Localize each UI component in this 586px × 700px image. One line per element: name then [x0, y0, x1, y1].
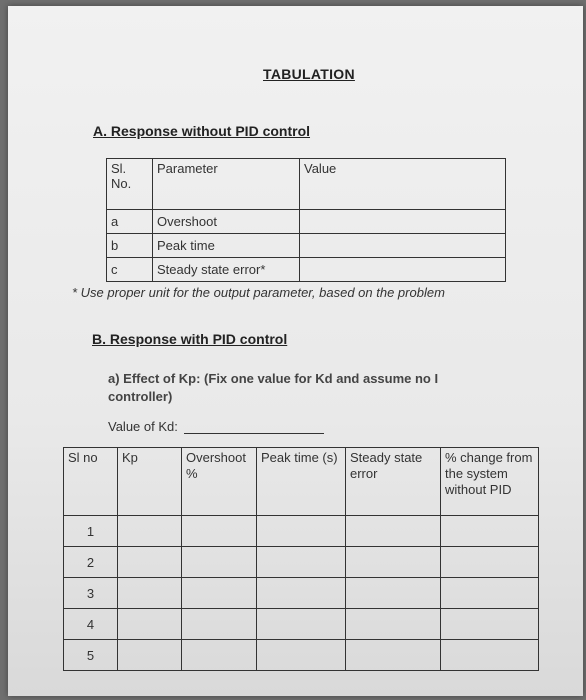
page-title: TABULATION [263, 66, 355, 82]
row-value[interactable] [300, 234, 506, 258]
table-row [64, 609, 539, 640]
row-number: 4 [64, 609, 118, 640]
row-id: c [107, 258, 153, 282]
section-b-title: B. Response with PID control [92, 331, 288, 347]
header-overshoot: Overshoot % [182, 448, 257, 516]
row-number: 2 [64, 547, 118, 578]
percent-change-cell[interactable] [441, 640, 539, 671]
table-row [64, 516, 539, 547]
steady-state-error-cell[interactable] [346, 547, 441, 578]
overshoot-cell[interactable] [182, 578, 257, 609]
kd-value-line [108, 419, 324, 434]
row-parameter: Overshoot [153, 210, 300, 234]
peak-time-cell[interactable] [257, 516, 346, 547]
kd-value-blank[interactable] [184, 421, 324, 434]
response-without-pid-table [106, 158, 506, 282]
row-parameter: Peak time [153, 234, 300, 258]
table-row [64, 578, 539, 609]
worksheet-page [8, 6, 583, 696]
kp-cell[interactable] [118, 640, 182, 671]
header-percent-change: % change from the system without PID [441, 448, 539, 516]
kp-cell[interactable] [118, 609, 182, 640]
header-steady-state-error: Steady state error [346, 448, 441, 516]
kp-cell[interactable] [118, 516, 182, 547]
percent-change-cell[interactable] [441, 609, 539, 640]
table-row [107, 210, 506, 234]
steady-state-error-cell[interactable] [346, 609, 441, 640]
header-sl-no: Sl. No. [107, 159, 153, 210]
table-row [64, 547, 539, 578]
steady-state-error-cell[interactable] [346, 640, 441, 671]
row-id: b [107, 234, 153, 258]
header-sl-no: Sl no [64, 448, 118, 516]
header-value: Value [300, 159, 506, 210]
kp-cell[interactable] [118, 578, 182, 609]
header-kp: Kp [118, 448, 182, 516]
table-header-row [64, 448, 539, 516]
row-parameter: Steady state error* [153, 258, 300, 282]
steady-state-error-cell[interactable] [346, 578, 441, 609]
peak-time-cell[interactable] [257, 547, 346, 578]
table-row [107, 234, 506, 258]
peak-time-cell[interactable] [257, 578, 346, 609]
header-peak-time: Peak time (s) [257, 448, 346, 516]
table-header-row [107, 159, 506, 210]
effect-of-kp-table [63, 447, 539, 671]
peak-time-cell[interactable] [257, 640, 346, 671]
header-parameter: Parameter [153, 159, 300, 210]
row-value[interactable] [300, 258, 506, 282]
peak-time-cell[interactable] [257, 609, 346, 640]
percent-change-cell[interactable] [441, 547, 539, 578]
subsection-effect-of-kp: a) Effect of Kp: (Fix one value for Kd and assume no I controller) [108, 371, 439, 404]
row-number: 3 [64, 578, 118, 609]
row-number: 1 [64, 516, 118, 547]
row-number: 5 [64, 640, 118, 671]
steady-state-error-cell[interactable] [346, 516, 441, 547]
unit-note: * Use proper unit for the output parameter, based on the problem [72, 285, 445, 300]
table-row [107, 258, 506, 282]
table-row [64, 640, 539, 671]
row-value[interactable] [300, 210, 506, 234]
kd-label: Value of Kd: [108, 419, 178, 434]
kp-cell[interactable] [118, 547, 182, 578]
overshoot-cell[interactable] [182, 516, 257, 547]
overshoot-cell[interactable] [182, 609, 257, 640]
percent-change-cell[interactable] [441, 516, 539, 547]
row-id: a [107, 210, 153, 234]
section-a-title: A. Response without PID control [93, 123, 311, 139]
percent-change-cell[interactable] [441, 578, 539, 609]
overshoot-cell[interactable] [182, 547, 257, 578]
overshoot-cell[interactable] [182, 640, 257, 671]
